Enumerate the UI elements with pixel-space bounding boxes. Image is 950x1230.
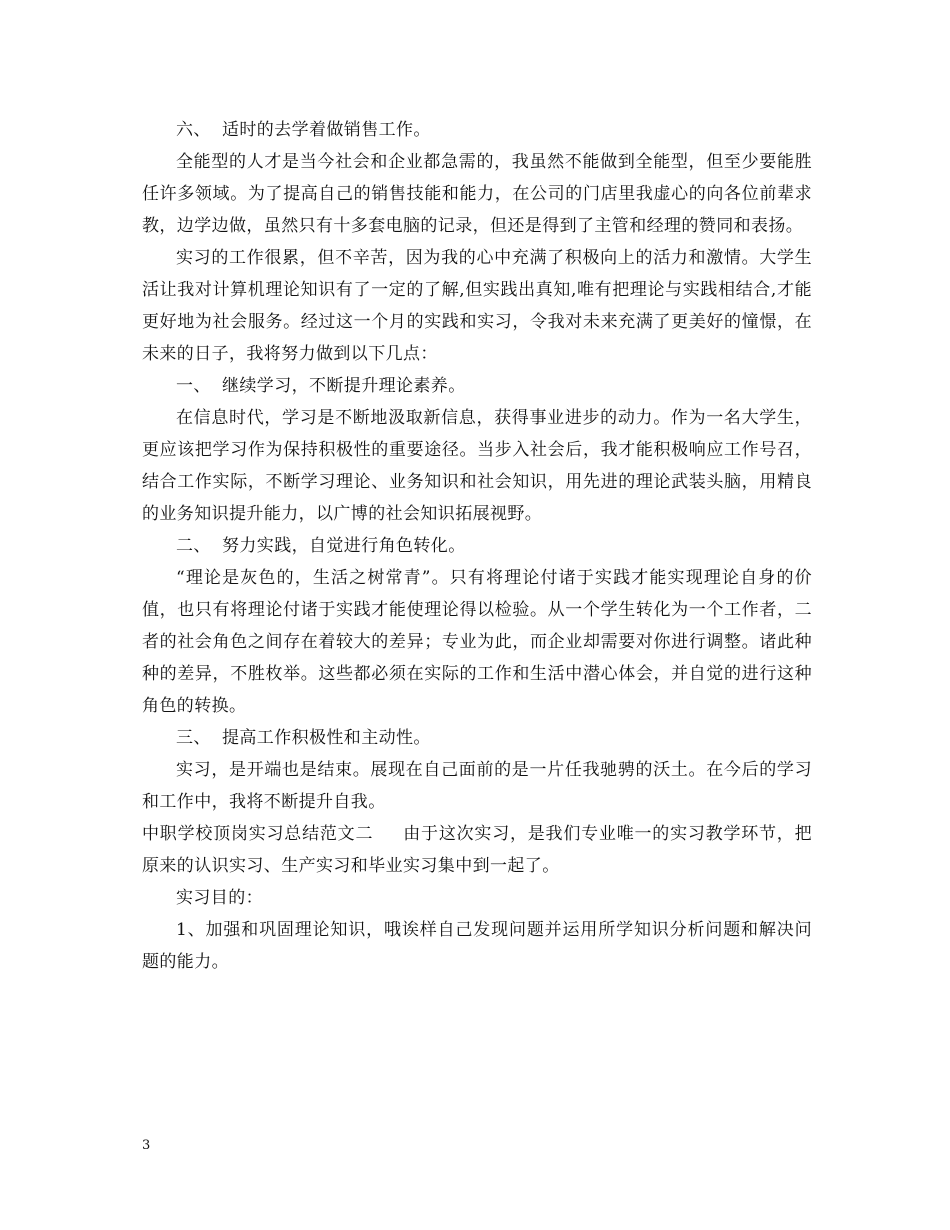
section-heading-one xyxy=(142,370,812,402)
section-heading-six xyxy=(142,114,812,146)
body-paragraph: 实习的工作很累，但不辛苦，因为我的心中充满了积极向上的活力和激情。大学生活让我对计算机理论知识有了一定的了解,但实践出真知,唯有把理论与实践相结合,才能更好地为社会服务。经过这一个月的实践和实习，令我对未来充满了更美好的憧憬，在未来的日子，我将努力做到以下几点： xyxy=(142,248,812,364)
document-body xyxy=(142,114,812,978)
heading-number: 六、 xyxy=(176,120,211,140)
heading-text: 继续学习，不断提升理论素养。 xyxy=(222,376,466,396)
body-paragraph: 1、加强和巩固理论知识，哦诶样自己发现问题并运用所学知识分析问题和解决问题的能力。 xyxy=(142,920,812,972)
heading-text: 努力实践，自觉进行角色转化。 xyxy=(222,536,466,556)
titled-paragraph xyxy=(142,818,812,882)
page-number: 3 xyxy=(142,1138,151,1153)
heading-number: 二、 xyxy=(176,536,211,556)
section-heading-three xyxy=(142,722,812,754)
body-paragraph: 实习，是开端也是结束。展现在自己面前的是一片任我驰骋的沃土。在今后的学习和工作中，我将不断提升自我。 xyxy=(142,760,812,812)
article-title: 中职学校顶岗实习总结范文二 xyxy=(142,824,374,844)
body-paragraph: “理论是灰色的，生活之树常青”。只有将理论付诸于实践才能实现理论自身的价值，也只有将理论付诸于实践才能使理论得以检验。从一个学生转化为一个工作者，二者的社会角色之间存在着较大的差异；专业为此，而企业却需要对你进行调整。诸此种种的差异，不胜枚举。这些都必须在实际的工作和生活中潜心体会，并自觉的进行这种角色的转换。 xyxy=(142,568,812,716)
titled-paragraph-text: 由于这次实习，是我们专业唯一的实习教学环节，把原来的认识实习、生产实习和毕业实习集中到一起了。 xyxy=(142,824,812,876)
body-paragraph: 全能型的人才是当今社会和企业都急需的，我虽然不能做到全能型，但至少要能胜任许多领域。为了提高自己的销售技能和能力，在公司的门店里我虚心的向各位前辈求教，边学边做，虽然只有十多套电脑的记录，但还是得到了主管和经理的赞同和表扬。 xyxy=(142,152,812,236)
heading-number: 一、 xyxy=(176,376,211,396)
body-paragraph: 实习目的： xyxy=(176,888,263,908)
section-heading-two xyxy=(142,530,812,562)
heading-number: 三、 xyxy=(176,728,211,748)
body-paragraph: 在信息时代，学习是不断地汲取新信息，获得事业进步的动力。作为一名大学生，更应该把学习作为保持积极性的重要途径。当步入社会后，我才能积极响应工作号召，结合工作实际，不断学习理论、业务知识和社会知识，用先进的理论武装头脑，用精良的业务知识提升能力，以广博的社会知识拓展视野。 xyxy=(142,408,812,524)
heading-text: 适时的去学着做销售工作。 xyxy=(222,120,431,140)
heading-text: 提高工作积极性和主动性。 xyxy=(222,728,431,748)
